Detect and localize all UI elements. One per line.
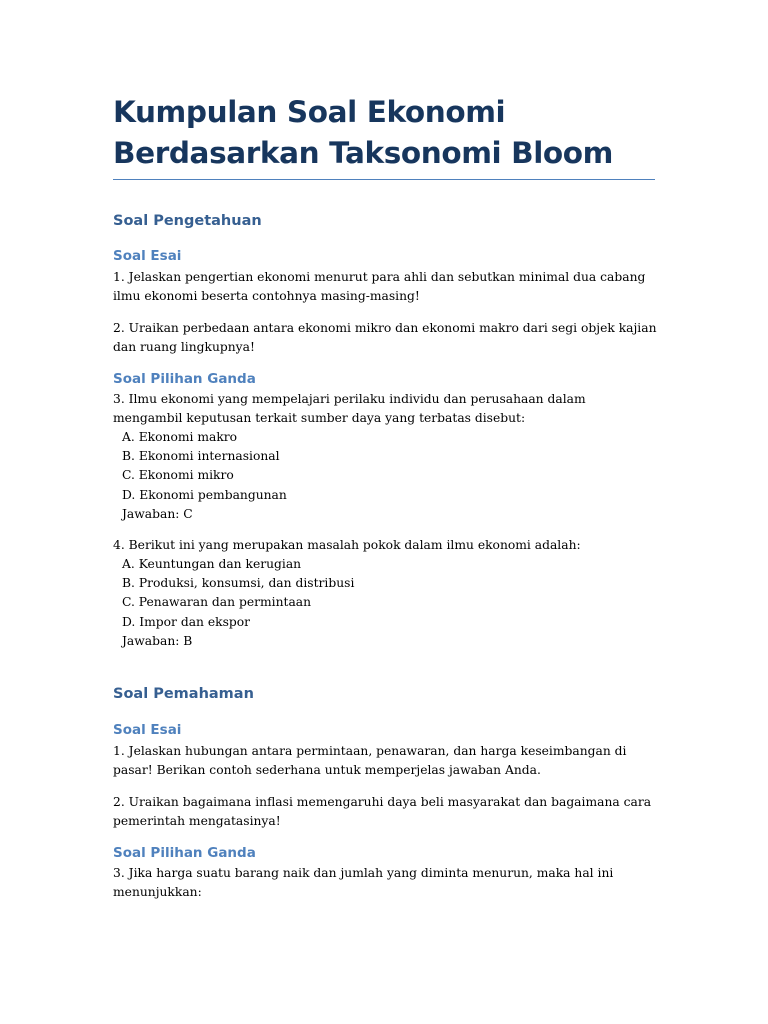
mc-question-text: 4. Berikut ini yang merupakan masalah pokok dalam ilmu ekonomi adalah: bbox=[113, 538, 581, 553]
essay-question: 2. Uraikan perbedaan antara ekonomi mikro dan ekonomi makro dari segi objek kajian dan ruang lingkupnya! bbox=[113, 321, 657, 354]
mc-option: B. Ekonomi internasional bbox=[122, 449, 280, 464]
document-body bbox=[113, 92, 658, 902]
mc-option: B. Produksi, konsumsi, dan distribusi bbox=[122, 576, 355, 591]
mc-answer: Jawaban: B bbox=[122, 633, 193, 648]
section-heading-pengetahuan: Soal Pengetahuan bbox=[113, 213, 262, 229]
essay-question: 1. Jelaskan hubungan antara permintaan, penawaran, dan harga keseimbangan di pasar! Berikan contoh sederhana untuk memperjelas jawaban Anda. bbox=[113, 744, 627, 778]
mc-question-text: 3. Ilmu ekonomi yang mempelajari perilaku individu dan perusahaan dalam mengambil keputusan terkait sumber daya yang terbatas disebut: bbox=[113, 392, 586, 425]
document-title: Kumpulan Soal Ekonomi Berdasarkan Taksonomi Bloom bbox=[113, 95, 614, 170]
essay-question: 1. Jelaskan pengertian ekonomi menurut para ahli dan sebutkan minimal dua cabang ilmu ekonomi beserta contohnya masing-masing! bbox=[113, 270, 646, 303]
essay-heading: Soal Esai bbox=[113, 248, 182, 264]
mc-option: A. Keuntungan dan kerugian bbox=[122, 557, 302, 572]
mc-option: C. Ekonomi mikro bbox=[122, 468, 234, 483]
mc-option: D. Ekonomi pembangunan bbox=[122, 487, 287, 502]
essay-question: 2. Uraikan bagaimana inflasi memengaruhi daya beli masyarakat dan bagaimana cara pemerintah mengatasinya! bbox=[113, 795, 652, 829]
multiple-choice-heading: Soal Pilihan Ganda bbox=[113, 371, 256, 387]
mc-question bbox=[113, 536, 658, 651]
mc-option: A. Ekonomi makro bbox=[122, 430, 238, 444]
essay-heading: Soal Esai bbox=[113, 722, 182, 739]
section-heading-pemahaman: Soal Pemahaman bbox=[113, 686, 254, 703]
multiple-choice-heading: Soal Pilihan Ganda bbox=[113, 845, 256, 862]
mc-question bbox=[113, 864, 658, 902]
mc-answer: Jawaban: C bbox=[122, 506, 193, 521]
mc-option: C. Penawaran dan permintaan bbox=[122, 595, 312, 610]
title-underline bbox=[113, 179, 655, 180]
mc-option: D. Impor dan ekspor bbox=[122, 614, 251, 629]
mc-question-text: 3. Jika harga suatu barang naik dan jumlah yang diminta menurun, maka hal ini menunjukkan: bbox=[113, 866, 614, 900]
mc-question bbox=[113, 390, 658, 524]
